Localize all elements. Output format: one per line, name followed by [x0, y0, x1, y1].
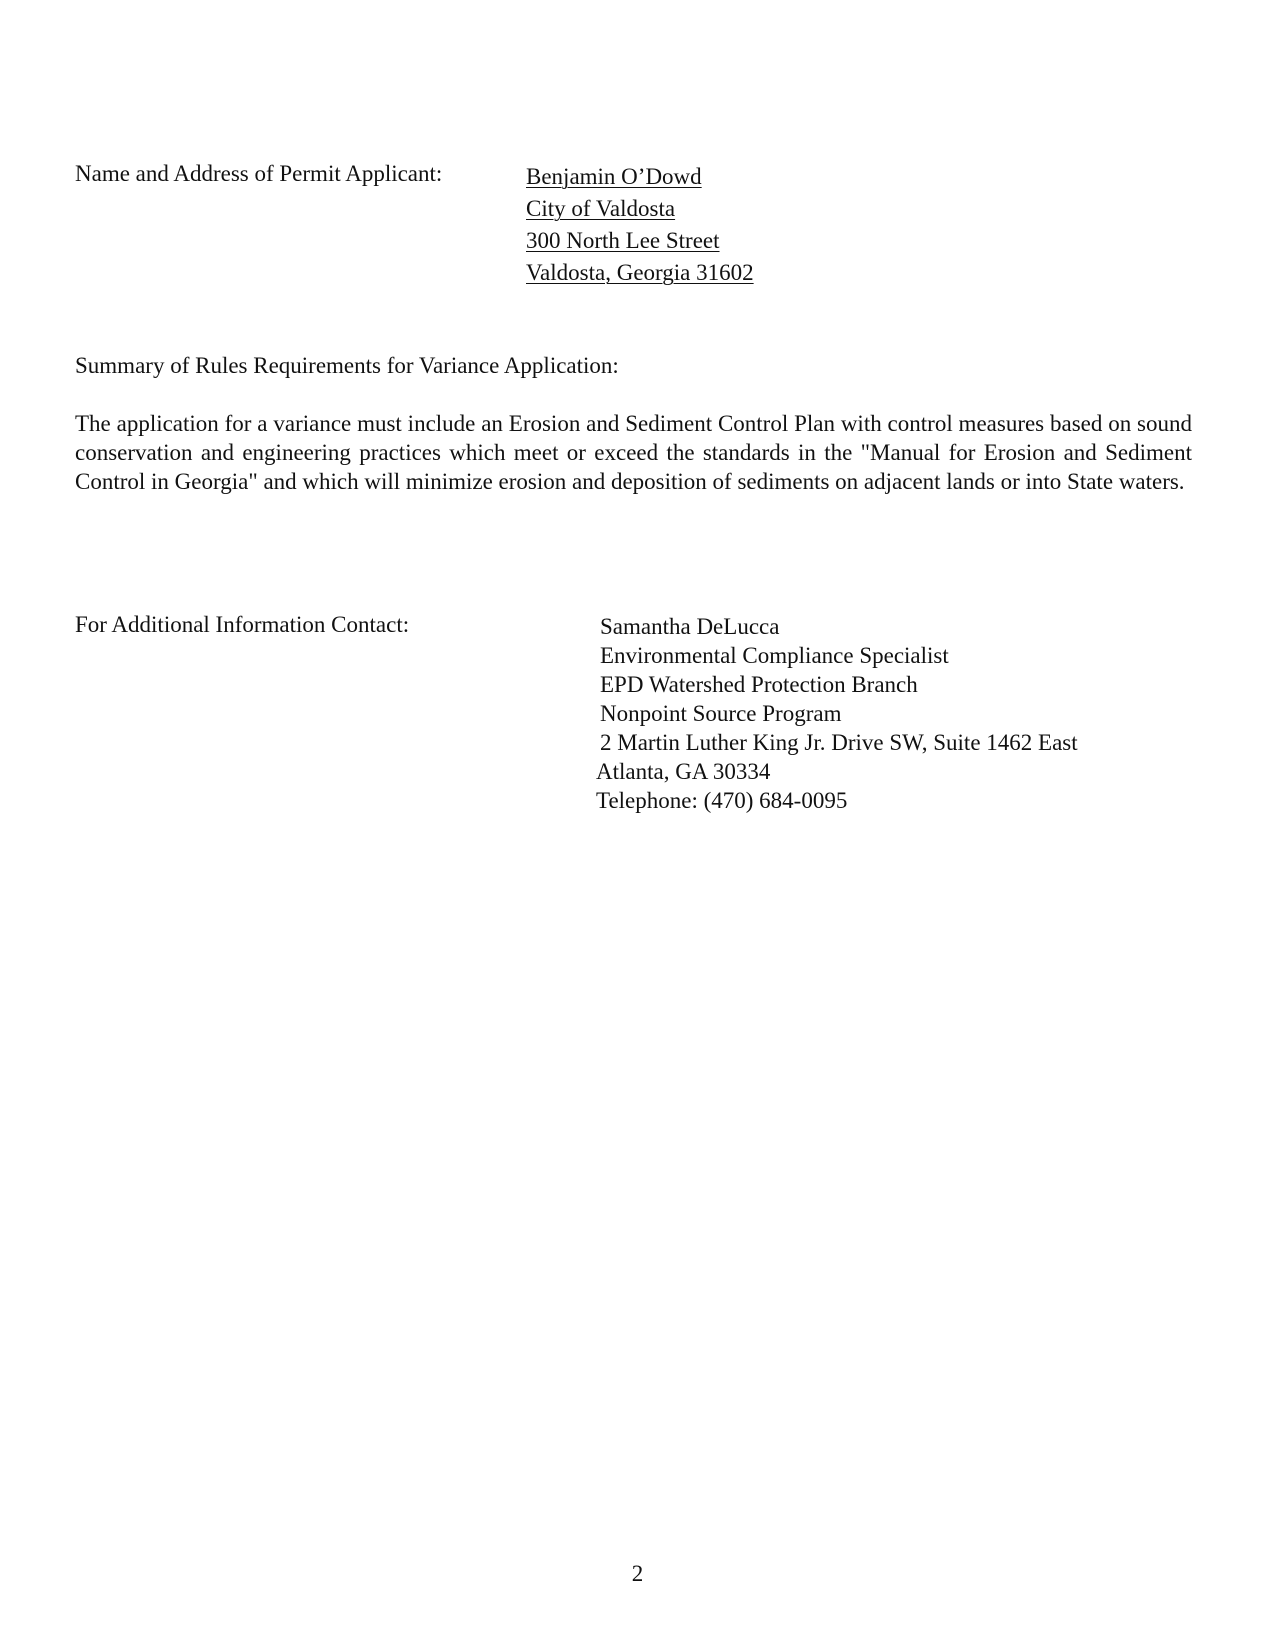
applicant-name: Benjamin O’Dowd	[526, 164, 702, 189]
contact-city-state-zip: Atlanta, GA 30334	[596, 759, 771, 784]
page-number: 2	[631, 1561, 644, 1586]
contact-info-block	[596, 612, 1078, 815]
contact-name: Samantha DeLucca	[600, 614, 780, 639]
contact-label: For Additional Information Contact:	[75, 612, 410, 637]
contact-telephone: Telephone: (470) 684-0095	[596, 788, 848, 813]
contact-program: Nonpoint Source Program	[600, 701, 842, 726]
summary-paragraph: The application for a variance must include an Erosion and Sediment Control Plan with control measures based on sound conservation and engineering practices which meet or exceed the standards in the "Manual for Erosion and Sediment Control in Georgia" and which will minimize erosion and deposition of sediments on adjacent lands or into State waters.	[75, 411, 1192, 494]
contact-street: 2 Martin Luther King Jr. Drive SW, Suite 1462 East	[600, 730, 1078, 755]
applicant-address-block	[526, 161, 754, 289]
contact-branch: EPD Watershed Protection Branch	[600, 672, 918, 697]
applicant-street: 300 North Lee Street	[526, 228, 720, 253]
applicant-label: Name and Address of Permit Applicant:	[75, 161, 443, 186]
summary-heading: Summary of Rules Requirements for Variance Application:	[75, 353, 619, 378]
applicant-city-state-zip: Valdosta, Georgia 31602	[526, 260, 754, 285]
applicant-organization: City of Valdosta	[526, 196, 676, 221]
contact-title: Environmental Compliance Specialist	[600, 643, 949, 668]
